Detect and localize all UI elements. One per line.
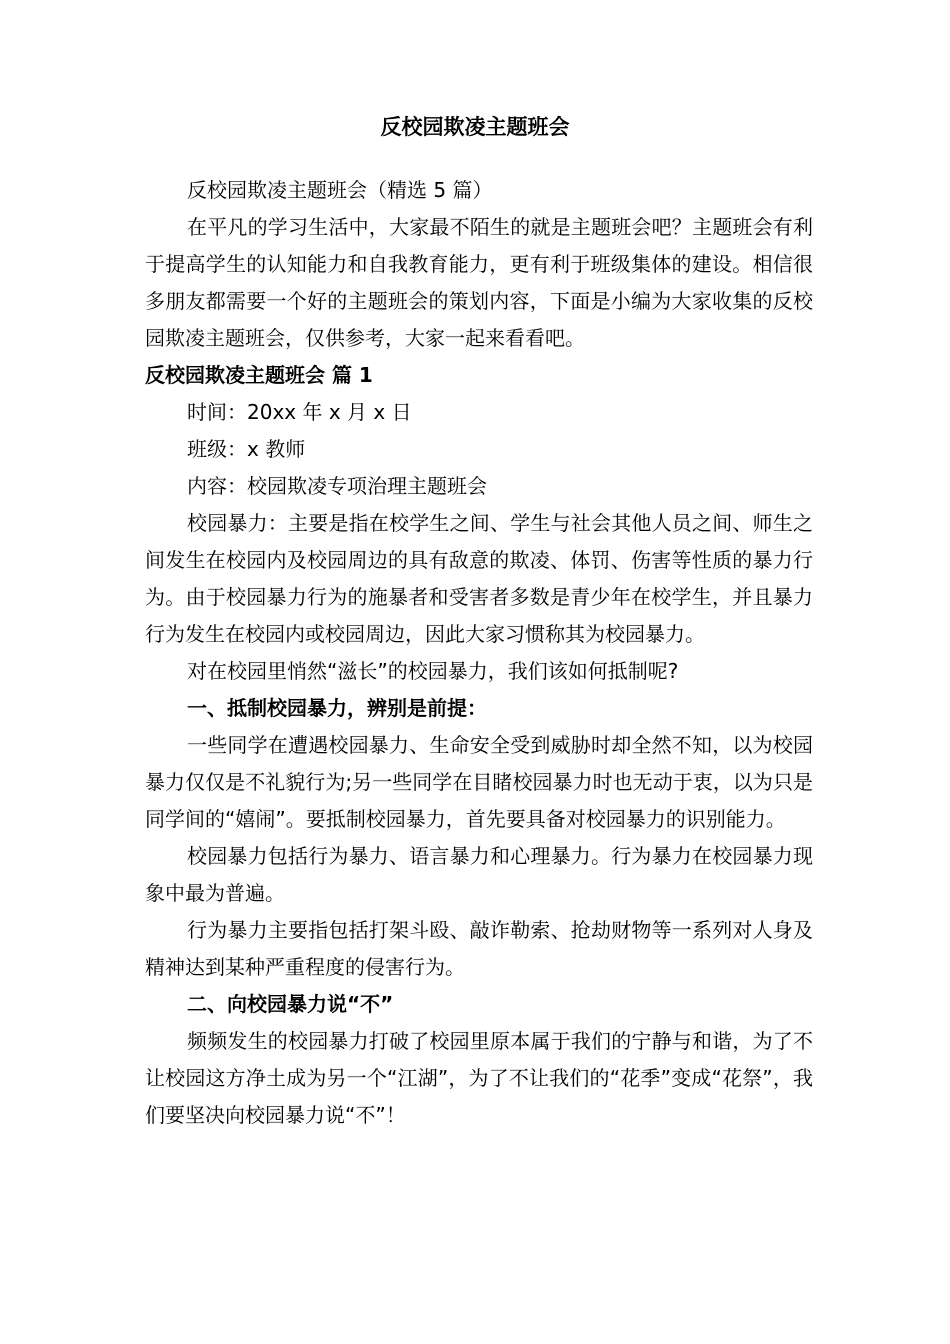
paragraph-definition: 校园暴力：主要是指在校学生之间、学生与社会其他人员之间、师生之间发生在校园内及校园周边的具有敌意的欺凌、体罚、伤害等性质的暴力行为。由于校园暴力行为的施暴者和受害者多数是青少年在校学生，并且暴力行为发生在校园内或校园周边，因此大家习惯称其为校园暴力。 xyxy=(145,511,813,646)
document-body xyxy=(145,172,813,1134)
paragraph-time: 时间：20xx 年 x 月 x 日 xyxy=(187,400,412,424)
document-title: 反校园欺凌主题班会 xyxy=(380,115,570,139)
paragraph-subtitle: 反校园欺凌主题班会（精选 5 篇） xyxy=(187,178,493,202)
subheading-one: 一、抵制校园暴力，辨别是前提： xyxy=(187,696,487,720)
subheading-two: 二、向校园暴力说“不” xyxy=(187,992,394,1016)
paragraph-intro: 在平凡的学习生活中，大家最不陌生的就是主题班会吧？主题班会有利于提高学生的认知能力和自我教育能力，更有利于班级集体的建设。相信很多朋友都需要一个好的主题班会的策划内容，下面是小编为大家收集的反校园欺凌主题班会，仅供参考，大家一起来看看吧。 xyxy=(145,215,813,350)
paragraph-recognition: 一些同学在遭遇校园暴力、生命安全受到威胁时却全然不知，以为校园暴力仅仅是不礼貌行为;另一些同学在目睹校园暴力时也无动于衷，以为只是同学间的“嬉闹”。要抵制校园暴力，首先要具备对校园暴力的识别能力。 xyxy=(145,733,813,831)
paragraph-question: 对在校园里悄然“滋长”的校园暴力，我们该如何抵制呢? xyxy=(187,659,679,683)
paragraph-types: 校园暴力包括行为暴力、语言暴力和心理暴力。行为暴力在校园暴力现象中最为普遍。 xyxy=(145,844,813,905)
paragraph-content: 内容：校园欺凌专项治理主题班会 xyxy=(187,474,487,498)
paragraph-behavior: 行为暴力主要指包括打架斗殴、敲诈勒索、抢劫财物等一系列对人身及精神达到某种严重程度的侵害行为。 xyxy=(145,918,813,979)
paragraph-class: 班级：x 教师 xyxy=(187,437,306,461)
paragraph-say-no: 频频发生的校园暴力打破了校园里原本属于我们的宁静与和谐，为了不让校园这方净土成为另一个“江湖”，为了不让我们的“花季”变成“花祭”，我们要坚决向校园暴力说“不”！ xyxy=(145,1029,813,1127)
section-heading-part-1: 反校园欺凌主题班会 篇 1 xyxy=(145,363,373,387)
